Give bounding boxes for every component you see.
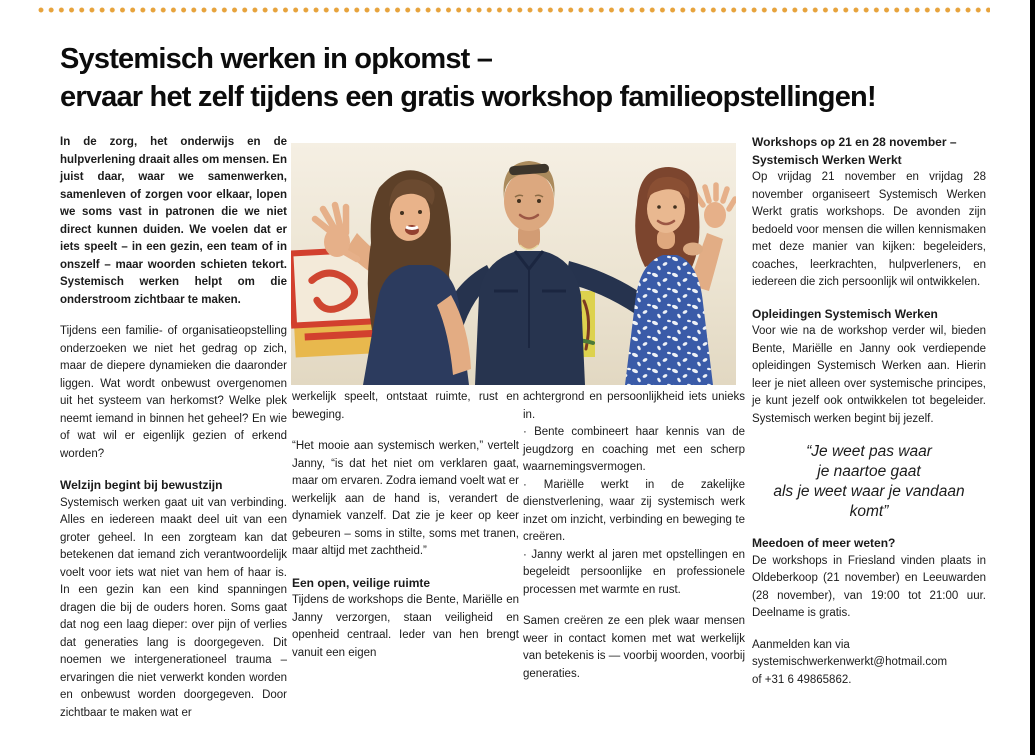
contact-block xyxy=(752,637,986,690)
bullet-item-janny: · Janny werkt al jaren met opstellingen en begeleidt persoonlijke en professionele processen met warmte en rust. xyxy=(523,548,745,596)
paragraph: achtergrond en persoonlijkheid iets unieks in. xyxy=(523,391,745,421)
section-heading-opleidingen: Opleidingen Systemisch Werken xyxy=(752,306,938,321)
contact-email: systemischwerkenwerkt@hotmail.com xyxy=(752,656,948,668)
section-heading-workshops: Workshops op 21 en 28 november – Systemisch Werken Werkt xyxy=(752,135,957,167)
column-2 xyxy=(292,389,519,662)
pull-quote-line-2: je naartoe gaat xyxy=(817,463,921,480)
pull-quote-line-1: “Je weet pas waar xyxy=(806,443,932,460)
paragraph: Op vrijdag 21 november en vrijdag 28 november organiseert Systemisch Werken Werkt gratis workshops. De avonden zijn bedoeld voor mensen die willen kennismaken met deze manier van kijken: begeleiders, coaches, leerkrachten, hulpverleners, en iedereen die zich persoonlijk wil ontwikkelen. xyxy=(752,171,986,288)
contact-phone: of +31 6 49865862. xyxy=(752,673,852,686)
photo-illustration xyxy=(291,143,736,385)
paragraph: Samen creëren ze een plek waar mensen weer in contact komen met wat werkelijk van betekenis is — voorbij woorden, voorbij generaties. xyxy=(523,615,745,680)
column-4 xyxy=(752,134,986,689)
paragraph: Systemisch werken gaat uit van verbinding. Alles en iedereen maakt deel uit van een groter geheel. In een zorgteam kan dat betekenen dat iemand zich verantwoordelijk voelt voor iets wat niet van hem of haar is. In een gezin kan een kind spanningen dragen die bij de ouders horen. Soms gaat dat nog een laag dieper: over pijn of verlies dat generaties lang is doorgegeven. Dit noemen we intergenerationeel trauma – ervaringen die niet verwerkt konden worden en onbewust worden doorgegeven. Door zichtbaar te maken wat er xyxy=(60,496,287,719)
paragraph: werkelijk speelt, ontstaat ruimte, rust en beweging. xyxy=(292,391,519,421)
column-3 xyxy=(523,389,745,683)
bullet-item-marielle: · Mariëlle werkt in de zakelijke dienstverlening, waar zij systemisch werk inzet om inzicht, verbinding en beweging te creëren. xyxy=(523,478,745,543)
pull-quote xyxy=(752,442,986,522)
column-1 xyxy=(60,134,287,722)
article-title-line-1: Systemisch werken in opkomst – xyxy=(60,43,493,75)
pull-quote-line-3: als je weet waar je vandaan komt” xyxy=(773,483,965,520)
page-edge-bar xyxy=(1030,0,1035,755)
dotted-rule xyxy=(38,6,990,14)
paragraph: De workshops in Friesland vinden plaats in Oldeberkoop (21 november) en Leeuwarden (28 november), van 19:00 tot 21:00 uur. Deelname is gratis. xyxy=(752,554,986,619)
intro-paragraph: In de zorg, het onderwijs en de hulpverlening draait alles om mensen. En juist daar, waar we samenwerken, samenleven of zorgen voor elkaar, lopen we soms vast in patronen die we niet direct kunnen duiden. We voelen dat er iets speelt – in een gezin, een team of in onszelf – maar woorden schieten tekort. Systemisch werken helpt om die onderstroom zichtbaar te maken. xyxy=(60,136,287,306)
bullet-item-bente: · Bente combineert haar kennis van de jeugdzorg en coaching met een scherp waarnemingsvermogen. xyxy=(523,426,745,473)
section-heading-ruimte: Een open, veilige ruimte xyxy=(292,575,431,590)
quote-paragraph: “Het mooie aan systemisch werken,” vertelt Janny, “is dat het niet om verklaren gaat, maar om ervaren. Zodra iemand voelt wat er werkelijk aan de hand is, verandert de dynamiek vanzelf. Dat zie je keer op keer gebeuren – soms in stilte, soms met tranen, maar altijd met zachtheid.” xyxy=(292,440,519,557)
article-photo xyxy=(291,143,736,385)
paragraph: Tijdens de workshops die Bente, Mariëlle en Janny verzorgen, staan veiligheid en openheid centraal. Ieder van hen brengt vanuit een eigen xyxy=(292,594,519,659)
section-heading-meedoen: Meedoen of meer weten? xyxy=(752,536,896,550)
hand-on-shoulder xyxy=(683,243,703,256)
article-title xyxy=(60,40,1010,116)
contact-intro: Aanmelden kan via xyxy=(752,638,850,651)
article-title-line-2: ervaar het zelf tijdens een gratis workshop familieopstellingen! xyxy=(60,81,876,113)
paragraph: Voor wie na de workshop verder wil, bieden Bente, Mariëlle en Janny ook verdiepende opleidingen Systemisch Werken aan. Hierin leer je niet alleen over systemische principes, je kunt jezelf ook ontwikkelen tot begeleider. Systemisch werken begint bij jezelf. xyxy=(752,325,986,425)
paragraph: Tijdens een familie- of organisatieopstelling onderzoeken we niet het gedrag op zich, maar de diepere dynamieken die daaronder liggen. Wat wordt onbewust overgenomen uit het systeem van herkomst? Welke plek neemt iemand in binnen het geheel? En wie of wat wil er eigenlijk gezien of erkend worden? xyxy=(60,325,287,460)
section-heading-welzijn: Welzijn begint bij bewustzijn xyxy=(60,478,223,492)
